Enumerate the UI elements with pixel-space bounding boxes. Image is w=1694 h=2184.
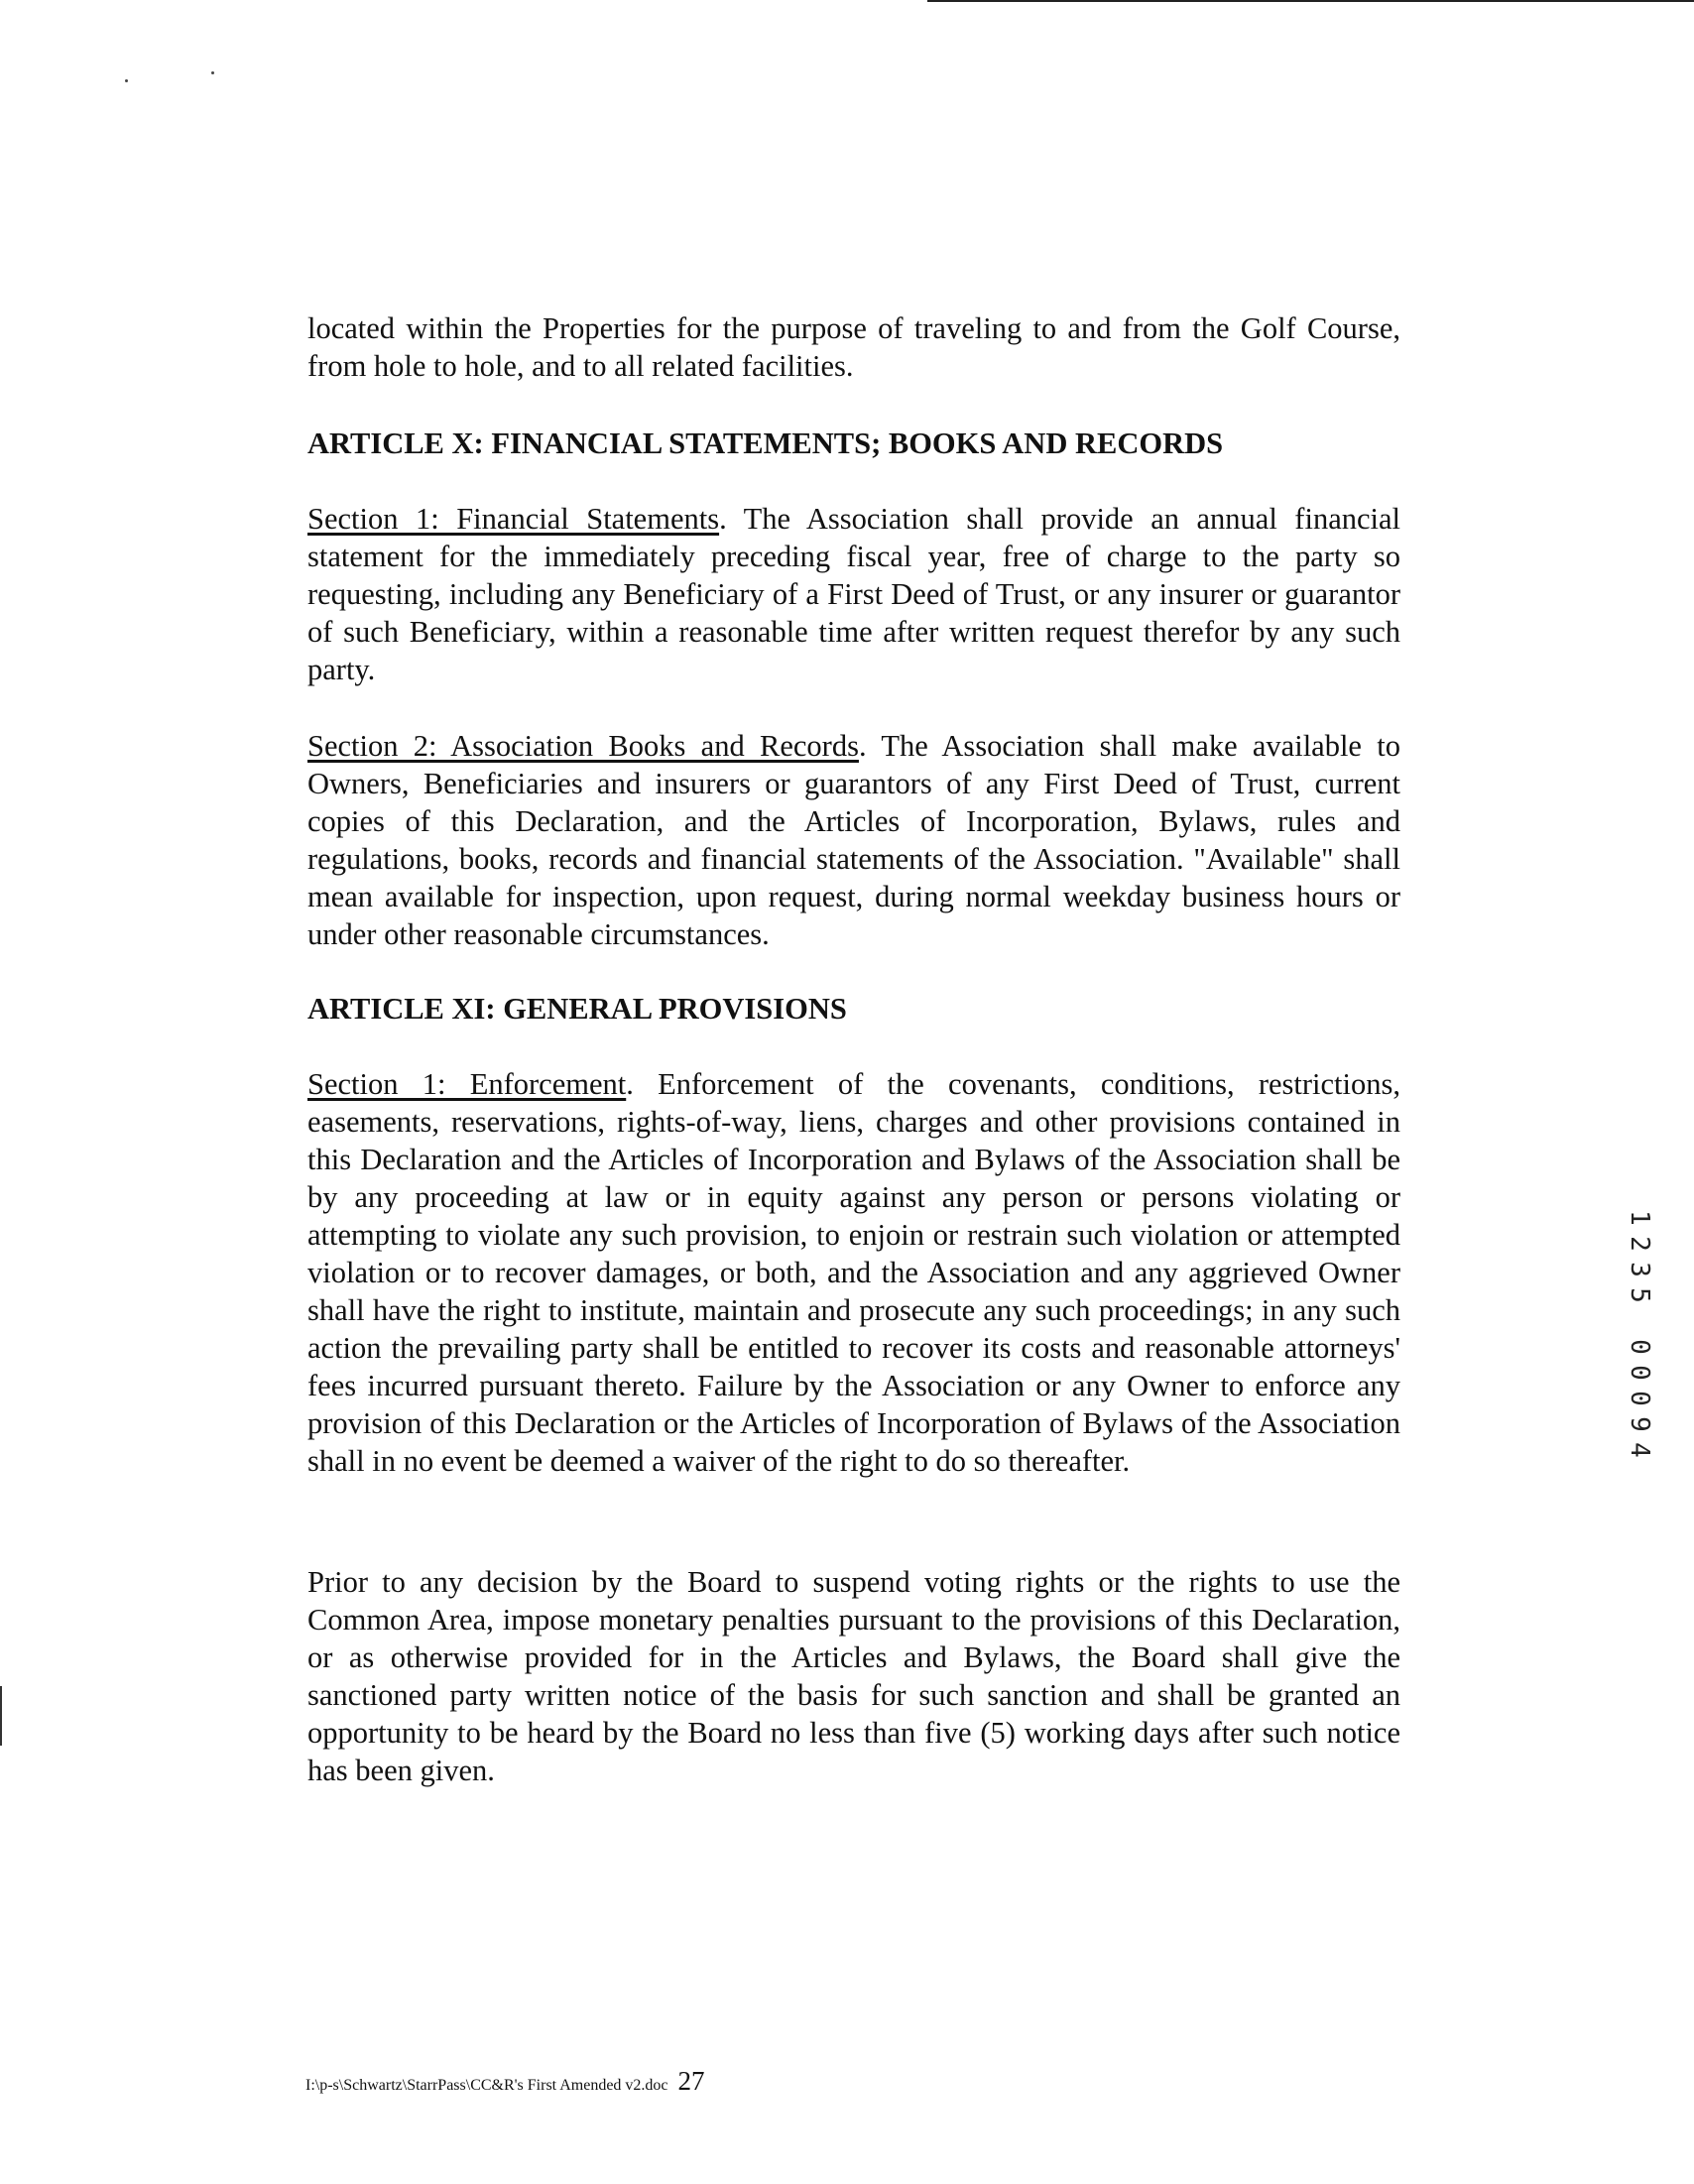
stamp-digit: 0 xyxy=(1625,1365,1654,1381)
stamp-digit: 4 xyxy=(1625,1442,1654,1458)
file-path: I:\p-s\Schwartz\StarrPass\CC&R's First Amended v2.doc xyxy=(305,2077,668,2094)
scan-speck xyxy=(125,79,128,82)
stamp-digit: 1 xyxy=(1625,1210,1654,1226)
stamp-digit: 3 xyxy=(1625,1262,1654,1277)
scan-speck xyxy=(211,71,214,74)
stamp-digit: 0 xyxy=(1625,1339,1654,1355)
board-sanction-paragraph: Prior to any decision by the Board to suspend voting rights or the rights to use the Common Area, impose monetary penalties pursuant to the provisions of this Declaration, or as otherwise provided for in the Articles and Bylaws, the Board shall give the sanctioned party written notice of the basis for such sanction and shall be granted an opportunity to be heard by the Board no less than five (5) working days after such notice has been given. xyxy=(307,1565,1400,1787)
section-title: Section 1: Financial Statements xyxy=(307,502,720,536)
books-records-paragraph xyxy=(307,727,1400,953)
stamp-digit: 5 xyxy=(1625,1287,1654,1303)
enforcement-paragraph xyxy=(307,1065,1400,1480)
section-title: Section 2: Association Books and Records xyxy=(307,729,859,763)
stamp-digit: 0 xyxy=(1625,1391,1654,1406)
scan-edge-left xyxy=(0,1686,2,1746)
stamp-digit: 2 xyxy=(1625,1236,1654,1252)
page-footer xyxy=(305,2066,705,2097)
intro-paragraph: located within the Properties for the purpose of traveling to and from the Golf Course, from hole to hole, and to all related facilities. xyxy=(307,311,1400,383)
recording-number-stamp xyxy=(1625,1205,1654,1463)
section-text: . The Association shall make available to Owners, Beneficiaries and insurers or guarantors of any First Deed of Trust, current copies of this Declaration, and the Articles of Incorporation, Bylaws, rules and regulations, books, records and financial statements of the Association. "Available" shall mean available for inspection, upon request, during normal weekday business hours or under other reasonable circumstances. xyxy=(307,729,1400,951)
article-10-heading: ARTICLE X: FINANCIAL STATEMENTS; BOOKS AND RECORDS xyxy=(307,426,1224,460)
scan-edge-top xyxy=(927,0,1694,2)
section-text: . Enforcement of the covenants, conditions, restrictions, easements, reservations, rights-of-way, liens, charges and other provisions contained in this Declaration and the Articles of Incorporation and Bylaws of the Association shall be by any proceeding at law or in equity against any person or persons violating or attempting to violate any such provision, to enjoin or restrain such violation or attempted violation or to recover damages, or both, and the Association and any aggrieved Owner shall have the right to institute, maintain and prosecute any such proceedings; in any such action the prevailing party shall be entitled to recover its costs and reasonable attorneys' fees incurred pursuant thereto. Failure by the Association or any Owner to enforce any provision of this Declaration or the Articles of Incorporation of Bylaws of the Association shall in no event be deemed a waiver of the right to do so thereafter. xyxy=(307,1067,1400,1478)
page-number: 27 xyxy=(677,2066,705,2096)
section-title: Section 1: Enforcement xyxy=(307,1067,627,1101)
stamp-digit: 9 xyxy=(1625,1416,1654,1432)
section-text: . The Association shall provide an annual financial statement for the immediately preceding fiscal year, free of charge to the party so requesting, including any Beneficiary of a First Deed of Trust, or any insurer or guarantor of such Beneficiary, within a reasonable time after written request therefor by any such party. xyxy=(307,502,1401,686)
article-11-heading: ARTICLE XI: GENERAL PROVISIONS xyxy=(307,992,847,1026)
financial-statements-paragraph xyxy=(307,500,1400,688)
